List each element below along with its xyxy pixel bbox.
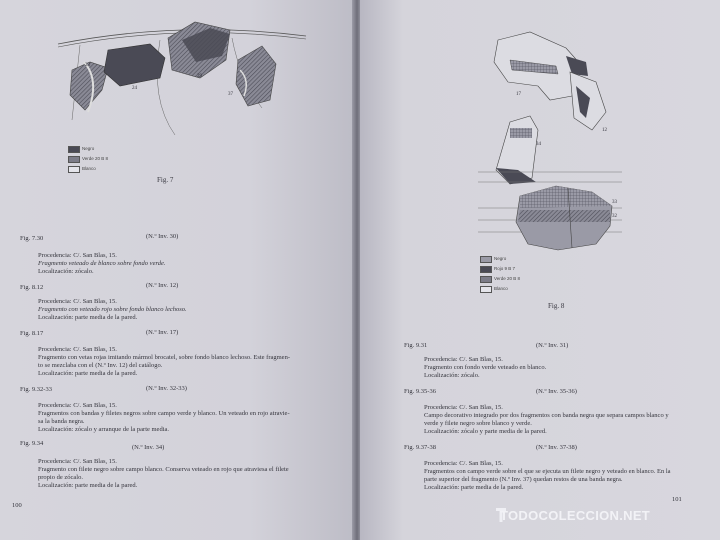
fig8-label-12: 12	[602, 128, 607, 133]
fig8-label-34: 34	[536, 142, 541, 147]
entry-line: Fragmento con fondo verde veteado en blanco.	[424, 364, 547, 371]
fig7-legend-swatch-verde	[68, 156, 80, 163]
fig8-legend-swatch-negro	[480, 256, 492, 263]
left-page	[0, 0, 356, 540]
entry-line: Fragmento con vetas rojas imitando mármol brocatel, sobre fondo blanco lechoso. Este fragmen-	[38, 354, 290, 361]
entry-line: Fragmento con filete negro sobre campo blanco. Conserva veteado en rojo que atraviesa el filete	[38, 466, 289, 473]
entry-line: Procedencia: C/. San Blas, 15.	[38, 346, 117, 353]
right-page	[360, 0, 720, 540]
entry-inv: (N.º Inv. 35-36)	[536, 388, 577, 395]
fig7-legend-negro: Negro	[82, 146, 95, 151]
entry-fig: Fig. 8.12	[20, 284, 44, 291]
entry-line: propio de zócalo.	[38, 474, 83, 481]
entry-inv: (N.º Inv. 37-38)	[536, 444, 577, 451]
entry-line: verde y filete negro sobre blanco y verde.	[424, 420, 532, 427]
fig8-legend-swatch-rojo	[480, 266, 492, 273]
fig7-legend-blanco: Blanco	[82, 166, 96, 171]
fragment-37	[236, 46, 276, 106]
entry-inv: (N.º Inv. 34)	[132, 444, 165, 451]
page-number: 101	[672, 496, 682, 503]
entry-inv: (N.º Inv. 30)	[146, 233, 179, 240]
entry-line: sa la banda negra.	[38, 418, 85, 425]
entry-fig: Fig. 8.17	[20, 330, 44, 337]
entry-line: Procedencia: C/. San Blas, 15.	[38, 298, 117, 305]
entry-line: Procedencia: C/. San Blas, 15.	[424, 460, 503, 467]
entry-fig: Fig. 7.30	[20, 235, 44, 242]
figure-7-drawing	[0, 0, 356, 200]
fig8-legend-swatch-blanco	[480, 286, 492, 293]
entry-line: Fragmento veteado de blanco sobre fondo verde.	[38, 260, 166, 267]
entry-fig: Fig. 9.34	[20, 440, 44, 447]
fig8-caption: Fig. 8	[548, 302, 565, 310]
fig8-label-33: 33	[612, 200, 617, 205]
entry-inv: (N.º Inv. 12)	[146, 282, 179, 289]
entry-line: Procedencia: C/. San Blas, 15.	[424, 356, 503, 363]
fig7-label-24: 24	[132, 86, 137, 91]
fig8-label-32: 32	[612, 214, 617, 219]
fragment-23	[104, 44, 165, 86]
entry-fig: Fig. 9.35-36	[404, 388, 436, 395]
fig8-legend-swatch-verde	[480, 276, 492, 283]
entry-line: Campo decorativo integrado por dos fragmentos con banda negra que separa campos blanco y	[424, 412, 669, 419]
fig7-legend-swatch-negro	[68, 146, 80, 153]
entry-line: Procedencia: C/. San Blas, 15.	[424, 404, 503, 411]
fig7-label-23: 23	[85, 63, 90, 68]
fig7-legend-verde: Verde 20 B 8	[82, 156, 109, 161]
entry-line: Localización: parte media de la pared.	[38, 482, 138, 489]
entry-line: parte superior del fragmento (N.º Inv. 37) quedan restos de una banda negra.	[424, 476, 623, 483]
fig7-label-37: 37	[228, 92, 233, 97]
fig8-legend-verde: Verde 20 B 8	[494, 276, 521, 281]
entry-line: to se mezclaba con el (N.º Inv. 12) del catálogo.	[38, 362, 163, 369]
entry-inv: (N.º Inv. 17)	[146, 329, 179, 336]
entry-line: Procedencia: C/. San Blas, 15.	[38, 252, 117, 259]
entry-line: Localización: zócalo y parte media de la pared.	[424, 428, 547, 435]
entry-line: Fragmentos con campo verde sobre el que se ejecuta un filete negro y veteado en blanco. En la	[424, 468, 671, 475]
page-number: 100	[12, 502, 22, 509]
entry-fig: Fig. 9.32-33	[20, 386, 52, 393]
entry-line: Localización: parte media de la pared.	[424, 484, 524, 491]
fig8-legend-negro: Negro	[494, 256, 507, 261]
entry-fig: Fig. 9.31	[404, 342, 428, 349]
fig8-legend-rojo: Rojo 9 B 7	[494, 266, 516, 271]
entry-inv: (N.º Inv. 31)	[536, 342, 569, 349]
entry-line: Procedencia: C/. San Blas, 15.	[38, 458, 117, 465]
entry-line: Fragmentos con bandas y filetes negros sobre campo verde y blanco. Un veteado en rojo atravie-	[38, 410, 290, 417]
entry-fig: Fig. 9.37-38	[404, 444, 436, 451]
entry-line: Localización: zócalo y arranque de la parte media.	[38, 426, 170, 433]
fig7-legend-swatch-blanco	[68, 166, 80, 173]
fig8-legend-blanco: Blanco	[494, 286, 508, 291]
entry-line: Localización: zócalo.	[38, 268, 94, 275]
fig7-label-29: 29	[197, 74, 202, 79]
entry-line: Localización: zócalo.	[424, 372, 480, 379]
entry-line: Fragmento con veteado rojo sobre fondo blanco lechoso.	[38, 306, 187, 313]
entry-line: Procedencia: C/. San Blas, 15.	[38, 402, 117, 409]
entry-line: Localización: parte media de la pared.	[38, 370, 138, 377]
fig8-label-17: 17	[516, 92, 521, 97]
entry-line: Localización: parte media de la pared.	[38, 314, 138, 321]
entry-inv: (N.º Inv. 32-33)	[146, 385, 187, 392]
figure-8-drawing	[360, 0, 720, 260]
fig7-caption: Fig. 7	[157, 176, 174, 184]
watermark-text: TODOCOLECCION.NET	[500, 508, 651, 523]
